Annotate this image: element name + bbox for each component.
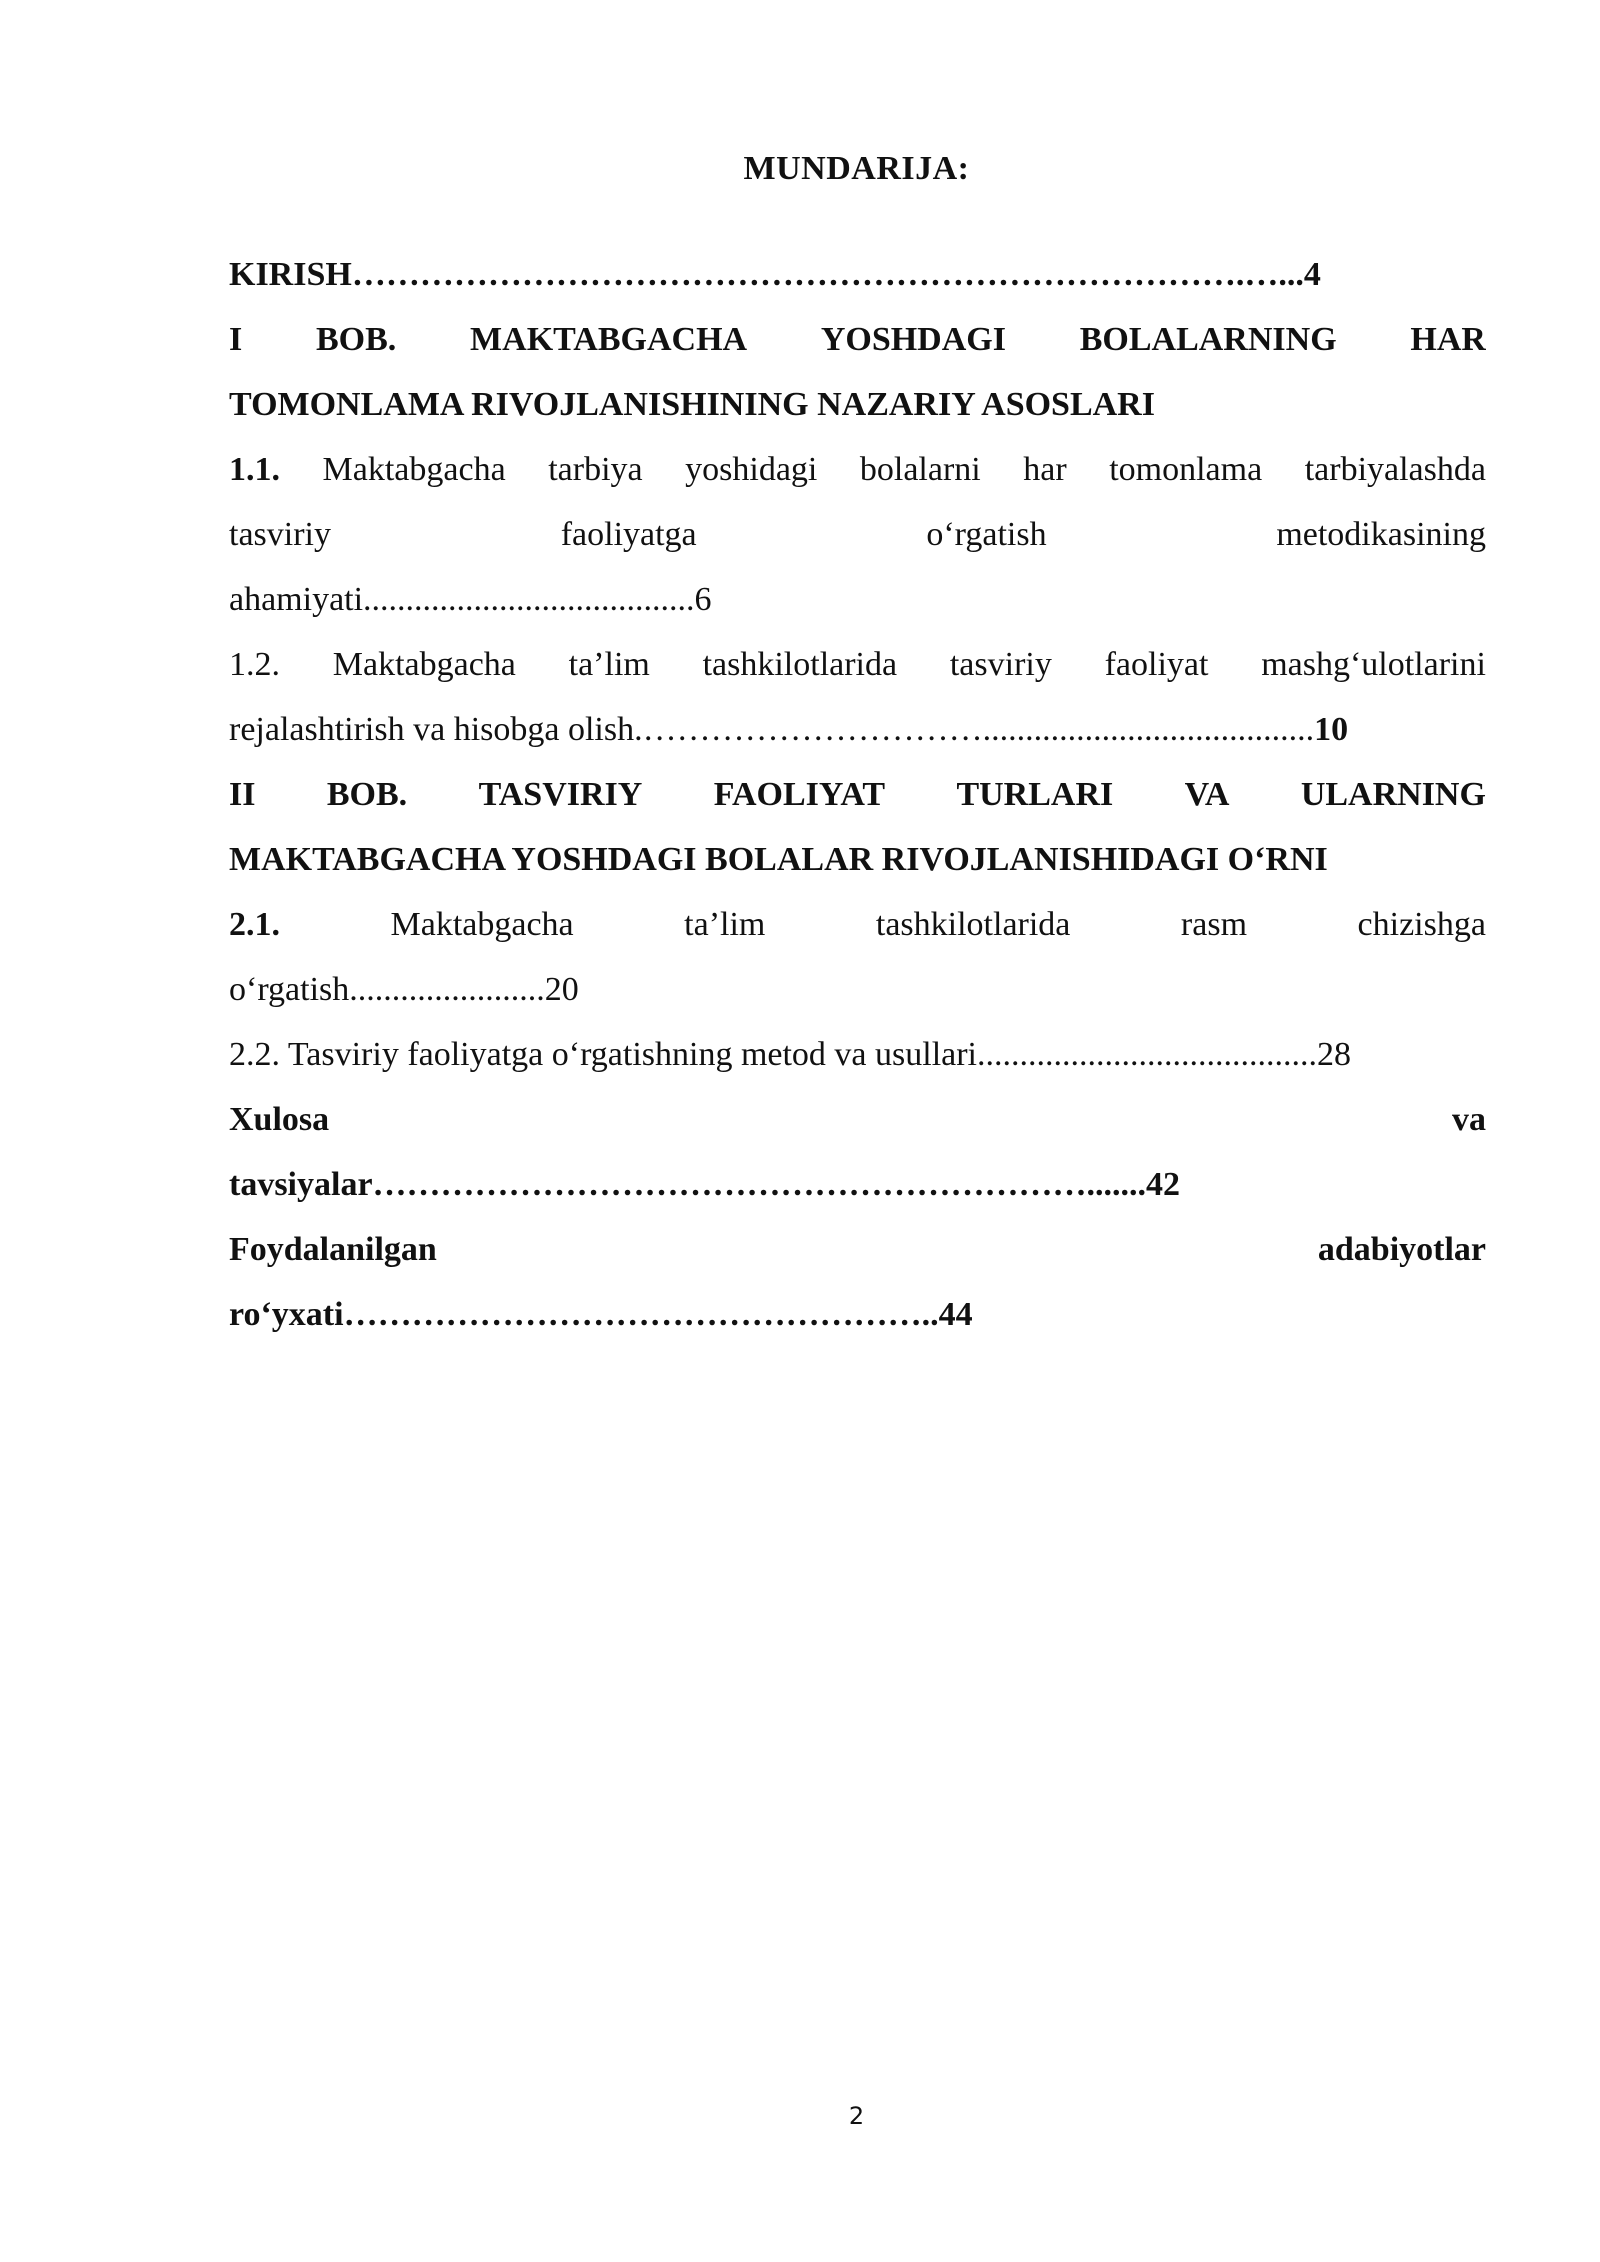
toc-text: rejalashtirish va hisobga olish.………………………….......................................: [229, 711, 1315, 748]
toc-text: MAKTABGACHA YOSHDAGI BOLALAR RIVOJLANISHIDAGI O‘RNI: [229, 841, 1328, 878]
toc-text: yoshidagi: [685, 451, 818, 488]
page-number: 2: [848, 2102, 865, 2130]
toc-line: [229, 892, 1486, 957]
toc-text: tarbiyalashda: [1304, 451, 1486, 488]
toc-text: BOB.: [315, 321, 397, 358]
toc-line: [229, 1022, 1486, 1087]
toc-text: HAR: [1410, 321, 1486, 358]
toc-line: [229, 567, 1486, 632]
toc-text: 1.1.: [229, 451, 280, 488]
toc-text: tashkilotlarida: [875, 906, 1071, 943]
toc-text: FAOLIYAT: [713, 776, 886, 813]
toc-line: [229, 1152, 1486, 1217]
toc-line: [229, 632, 1486, 697]
toc-line: [229, 762, 1486, 827]
toc-text: BOLALARNING: [1079, 321, 1337, 358]
toc-text: ULARNING: [1300, 776, 1486, 813]
toc-text: faoliyat: [1104, 646, 1209, 683]
toc-text: Maktabgacha: [390, 906, 574, 943]
toc-text: tomonlama: [1109, 451, 1263, 488]
toc-text: 1.2.: [229, 646, 280, 683]
toc-text: TOMONLAMA RIVOJLANISHINING NAZARIY ASOSLARI: [229, 386, 1155, 423]
toc-text: 2.2. Tasviriy faoliyatga o‘rgatishning metod va usullari........................................28: [229, 1036, 1351, 1073]
toc-text: TASVIRIY: [478, 776, 643, 813]
toc-text: o‘rgatish: [926, 516, 1047, 553]
toc-text: har: [1023, 451, 1067, 488]
toc-line: [229, 307, 1486, 372]
toc-text: ta’lim: [568, 646, 650, 683]
toc-line: [229, 242, 1486, 307]
toc-text: adabiyotlar: [1317, 1231, 1486, 1268]
table-of-contents: [229, 242, 1486, 1347]
toc-text: Xulosa: [229, 1101, 330, 1138]
toc-text: Maktabgacha: [322, 451, 506, 488]
toc-text: ta’lim: [684, 906, 766, 943]
toc-line: [229, 827, 1486, 892]
toc-text: Maktabgacha: [332, 646, 516, 683]
toc-line: [229, 1217, 1486, 1282]
toc-line: [229, 437, 1486, 502]
toc-text: II: [229, 776, 256, 813]
toc-line: [229, 502, 1486, 567]
toc-line: [229, 1282, 1486, 1347]
toc-text: KIRISH…………………………………………………………………….…...4: [229, 256, 1321, 293]
toc-text: tavsiyalar……………………………………………………….......42: [229, 1166, 1181, 1203]
toc-text: faoliyatga: [560, 516, 697, 553]
toc-text: metodikasining: [1276, 516, 1486, 553]
toc-line: [229, 957, 1486, 1022]
toc-text: ro‘yxati……………………………………………..44: [229, 1296, 973, 1333]
toc-text: tashkilotlarida: [702, 646, 898, 683]
toc-text: 2.1.: [229, 906, 280, 943]
page-title: MUNDARIJA:: [743, 150, 970, 187]
toc-text: VA: [1184, 776, 1230, 813]
toc-text: chizishga: [1357, 906, 1486, 943]
toc-text: tasviriy: [949, 646, 1052, 683]
toc-line: [229, 697, 1486, 762]
toc-text: mashg‘ulotlarini: [1261, 646, 1486, 683]
toc-text: MAKTABGACHA: [470, 321, 748, 358]
toc-line: [229, 1087, 1486, 1152]
toc-text: YOSHDAGI: [820, 321, 1006, 358]
toc-text: tasviriy: [229, 516, 331, 553]
toc-text: Foydalanilgan: [229, 1231, 437, 1268]
toc-text: I: [229, 321, 243, 358]
toc-text: va: [1452, 1101, 1486, 1138]
toc-text: bolalarni: [859, 451, 981, 488]
toc-text: TURLARI: [956, 776, 1114, 813]
toc-text: ahamiyati.......................................6: [229, 581, 712, 618]
toc-text: rasm: [1180, 906, 1248, 943]
toc-text: tarbiya: [548, 451, 643, 488]
toc-line: [229, 372, 1486, 437]
toc-text: o‘rgatish.......................20: [229, 971, 579, 1008]
toc-text: BOB.: [326, 776, 408, 813]
toc-text: 10: [1314, 711, 1349, 748]
